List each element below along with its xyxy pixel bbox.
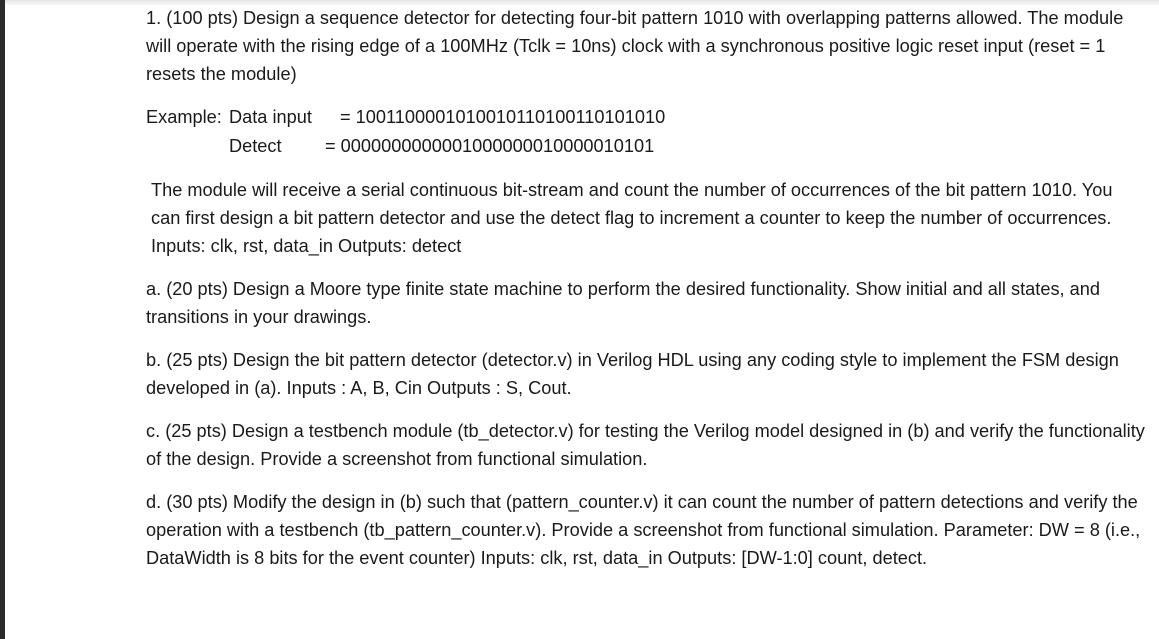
- part-d: d. (30 pts) Modify the design in (b) such that (pattern_counter.v) it can count the number of pattern detections and verify the operation with a testbench (tb_pattern_counter.v). Provide a screenshot from functional simulation. Parameter: DW = 8 (i.e., DataWidth is 8 bits for the event counter) Inputs: clk, rst, data_in Outputs: [DW-1:0] count, detect.: [146, 492, 1141, 568]
- example-input-row: [146, 103, 1146, 132]
- problem-document: [146, 4, 1146, 587]
- part-b: b. (25 pts) Design the bit pattern detector (detector.v) in Verilog HDL using any coding style to implement the FSM design developed in (a). Inputs : A, B, Cin Outputs : S, Cout.: [146, 350, 1119, 398]
- window-edge: [0, 0, 5, 639]
- data-input-value: = 1001100001010010110100110101010: [340, 107, 666, 127]
- detect-label: Detect: [229, 136, 282, 156]
- detect-value: = 0000000000001000000010000010101: [325, 136, 655, 156]
- example-detect-row: [146, 132, 1146, 161]
- example-label: Example:: [146, 107, 222, 127]
- data-input-label: Data input: [229, 107, 312, 127]
- part-a: a. (20 pts) Design a Moore type finite state machine to perform the desired functionality. Show initial and all states, and transitions in your drawings.: [146, 279, 1100, 327]
- part-c: c. (25 pts) Design a testbench module (tb_detector.v) for testing the Verilog model designed in (b) and verify the functionality of the design. Provide a screenshot from functional simulation.: [146, 421, 1145, 469]
- example-block: [146, 103, 1146, 161]
- problem-intro: 1. (100 pts) Design a sequence detector for detecting four-bit pattern 1010 with overlapping patterns allowed. The module will operate with the rising edge of a 100MHz (Tclk = 10ns) clock with a synchronous positive logic reset input (reset = 1 resets the module): [146, 8, 1124, 84]
- problem-description: The module will receive a serial continuous bit-stream and count the number of occurrences of the bit pattern 1010. You can first design a bit pattern detector and use the detect flag to increment a counter to keep the number of occurrences. Inputs: clk, rst, data_in Outputs: detect: [151, 180, 1113, 256]
